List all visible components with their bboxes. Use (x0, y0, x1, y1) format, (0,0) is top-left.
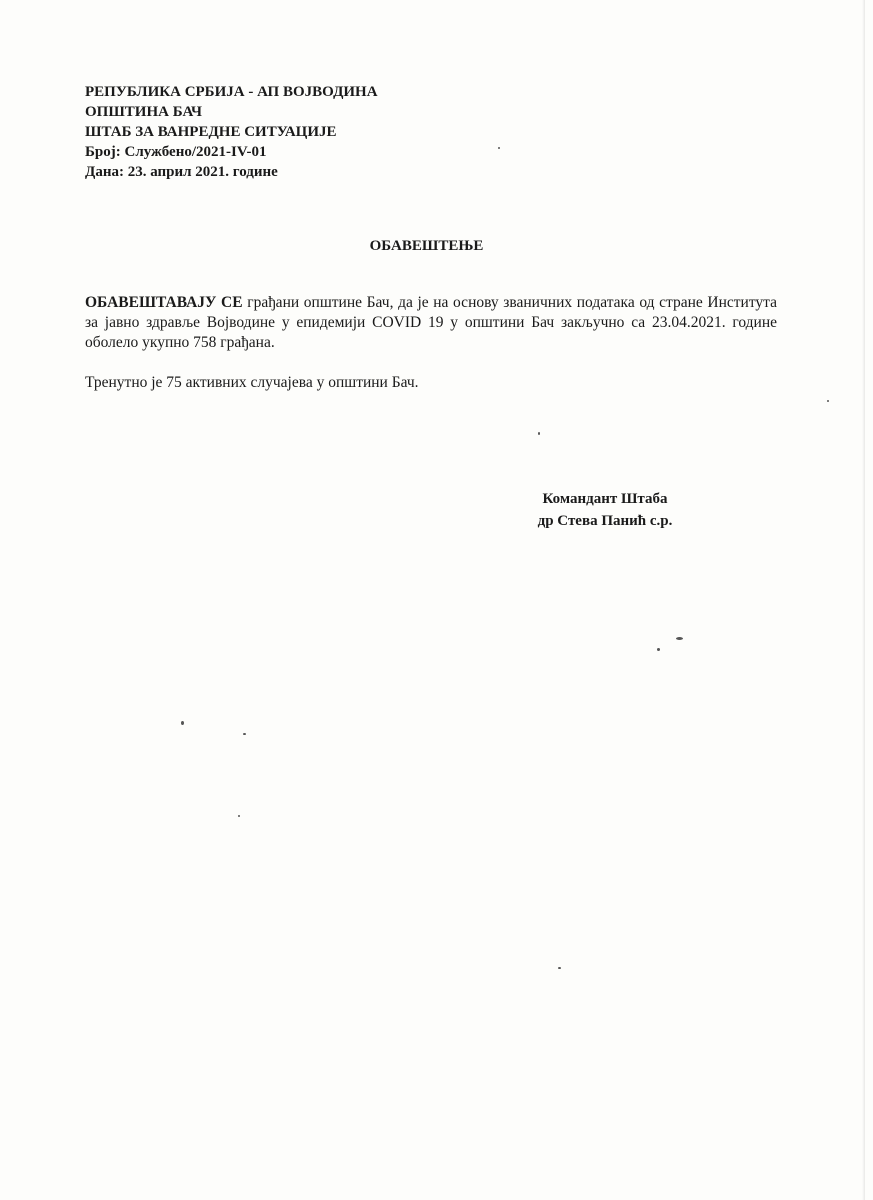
header-headquarters: ШТАБ ЗА ВАНРЕДНЕ СИТУАЦИЈЕ (85, 124, 337, 140)
paragraph-lead: ОБАВЕШТАВАЈУ СЕ (85, 294, 243, 311)
signature-block (500, 488, 710, 532)
scan-speck (243, 733, 246, 735)
scan-speck (498, 147, 500, 149)
body-paragraph-1 (85, 293, 777, 353)
page-edge-shadow (862, 0, 865, 1200)
signature-name: др Стева Панић с.р. (537, 513, 673, 529)
header-country-region: РЕПУБЛИКА СРБИЈА - АП ВОЈВОДИНА (85, 84, 378, 100)
scan-speck (538, 432, 540, 435)
document-header (85, 82, 378, 182)
scan-speck (181, 721, 184, 725)
header-date: Дана: 23. април 2021. године (85, 164, 278, 180)
scan-speck (238, 815, 240, 817)
body-paragraph-2: Тренутно је 75 активних случајева у општини Бач. (85, 374, 419, 391)
scan-speck (676, 637, 683, 640)
header-municipality: ОПШТИНА БАЧ (85, 104, 203, 120)
document-title: ОБАВЕШТЕЊЕ (369, 238, 484, 254)
scan-speck (558, 967, 561, 969)
signature-role: Командант Штаба (542, 491, 668, 507)
scan-speck (657, 648, 660, 651)
paragraph-text: грађани општине Бач, да је на основу званичних података од стране Института за јавно здравље Војводине у епидемији COVID 19 у општини Бач закључно са 23.04.2021. године оболело укупно 758 грађана. (85, 294, 778, 351)
header-reference-number: Број: Службено/2021-IV-01 (85, 144, 267, 160)
scan-speck (827, 400, 829, 402)
